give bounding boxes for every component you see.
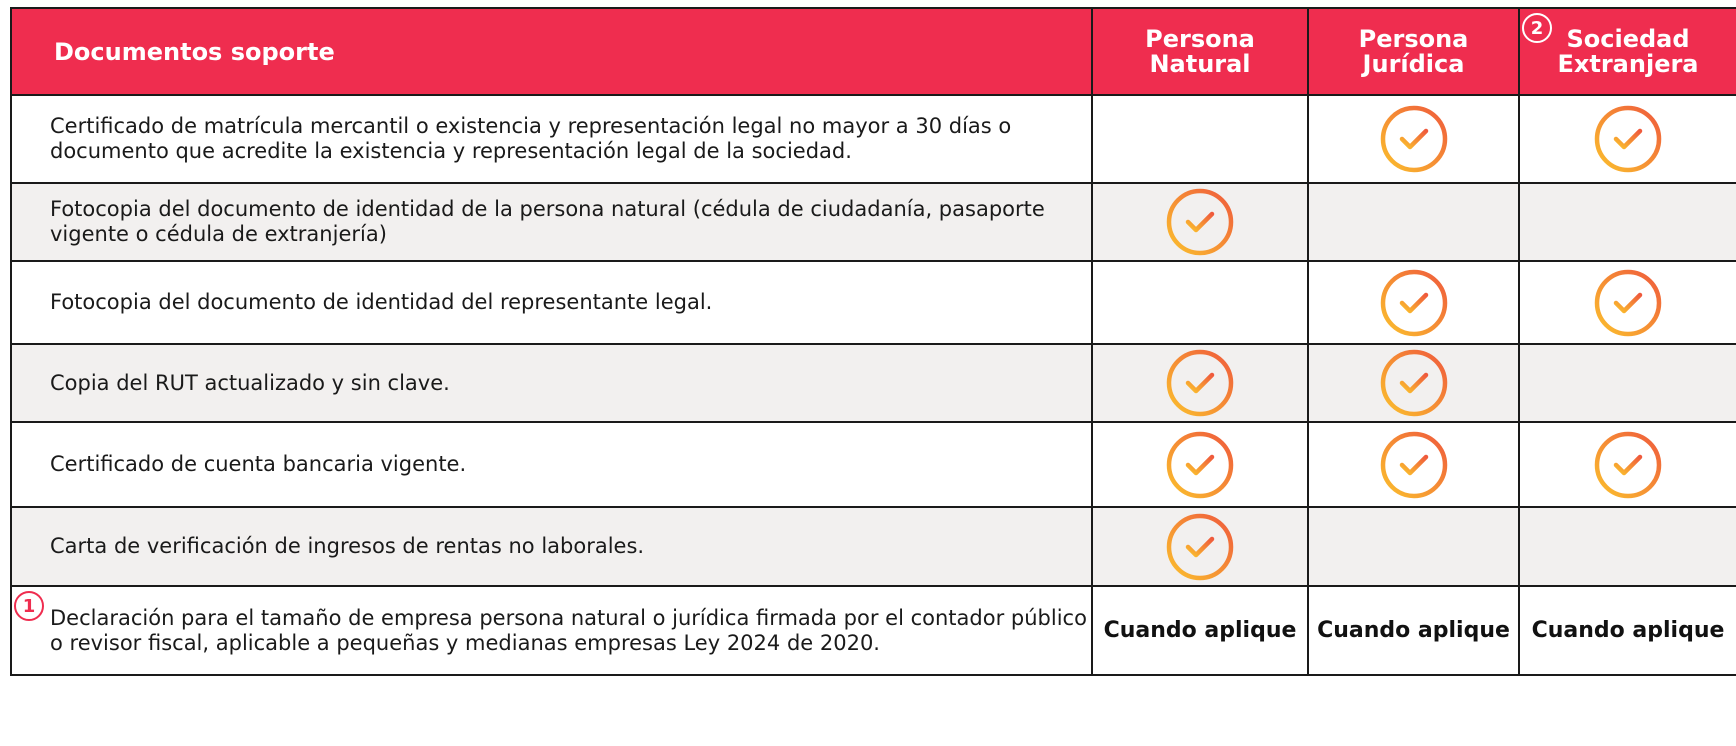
cell-sociedad-extranjera-note: Cuando aplique [1519, 586, 1736, 675]
cell-persona-natural-note: Cuando aplique [1092, 586, 1308, 675]
header-documentos-soporte: Documentos soporte [11, 8, 1092, 95]
table-row [11, 344, 1736, 422]
cell-sociedad-extranjera [1519, 261, 1736, 344]
check-circle-icon [1593, 430, 1663, 500]
check-circle-icon [1165, 512, 1235, 582]
header-line: Sociedad [1566, 24, 1690, 53]
document-description [11, 422, 1092, 507]
header-line: Persona [1145, 24, 1255, 53]
document-description-text: Declaración para el tamaño de empresa persona natural o jurídica firmada por el contador público o revisor fiscal, aplicable a pequeñas y medianas empresas Ley 2024 de 2020. [50, 605, 1087, 655]
cell-persona-natural [1092, 261, 1308, 344]
table-header-row [11, 8, 1736, 95]
table-row [11, 95, 1736, 183]
check-circle-icon [1379, 268, 1449, 338]
document-description [11, 586, 1092, 675]
document-description-text: Certificado de cuenta bancaria vigente. [50, 452, 467, 476]
document-description-text: Carta de verificación de ingresos de rentas no laborales. [50, 534, 645, 558]
check-circle-icon [1379, 104, 1449, 174]
footnote-badge-1: 1 [14, 591, 44, 621]
document-description [11, 344, 1092, 422]
table-row [11, 586, 1736, 675]
header-line: Persona [1358, 24, 1469, 53]
header-persona-natural [1092, 8, 1308, 95]
cell-persona-juridica [1308, 507, 1519, 586]
cell-persona-juridica [1308, 95, 1519, 183]
cell-persona-natural [1092, 183, 1308, 261]
cell-sociedad-extranjera [1519, 344, 1736, 422]
table-row [11, 507, 1736, 586]
check-circle-icon [1593, 104, 1663, 174]
cell-sociedad-extranjera [1519, 95, 1736, 183]
header-line: Jurídica [1362, 49, 1465, 78]
header-persona-juridica [1308, 8, 1519, 95]
document-description-text: Fotocopia del documento de identidad de la persona natural (cédula de ciudadanía, pasaporte vigente o cédula de extranjería) [50, 197, 1045, 246]
document-description [11, 507, 1092, 586]
cell-persona-juridica [1308, 183, 1519, 261]
cell-persona-natural [1092, 344, 1308, 422]
table-row [11, 183, 1736, 261]
document-description-text: Copia del RUT actualizado y sin clave. [50, 370, 450, 395]
check-circle-icon [1165, 430, 1235, 500]
check-circle-icon [1593, 268, 1663, 338]
document-description [11, 95, 1092, 183]
document-description-text: Certificado de matrícula mercantil o existencia y representación legal no mayor a 30 días o documento que acredite la existencia y representación legal de la sociedad. [50, 114, 1012, 163]
cell-persona-juridica [1308, 344, 1519, 422]
header-line: Extranjera [1557, 49, 1699, 78]
cell-sociedad-extranjera [1519, 507, 1736, 586]
header-sociedad-extranjera [1519, 8, 1736, 95]
cell-persona-juridica [1308, 422, 1519, 507]
cell-sociedad-extranjera [1519, 422, 1736, 507]
cell-persona-juridica [1308, 261, 1519, 344]
cell-persona-natural [1092, 507, 1308, 586]
header-line: Natural [1149, 49, 1251, 78]
cell-persona-natural [1092, 95, 1308, 183]
check-circle-icon [1379, 348, 1449, 418]
documents-table [10, 7, 1736, 676]
table-row [11, 422, 1736, 507]
footnote-badge-2: 2 [1522, 13, 1552, 43]
document-description [11, 261, 1092, 344]
document-description [11, 183, 1092, 261]
cell-sociedad-extranjera [1519, 183, 1736, 261]
cell-persona-juridica-note: Cuando aplique [1308, 586, 1519, 675]
table-row [11, 261, 1736, 344]
document-description-text: Fotocopia del documento de identidad del representante legal. [50, 290, 713, 314]
cell-persona-natural [1092, 422, 1308, 507]
check-circle-icon [1165, 187, 1235, 257]
check-circle-icon [1165, 348, 1235, 418]
check-circle-icon [1379, 430, 1449, 500]
